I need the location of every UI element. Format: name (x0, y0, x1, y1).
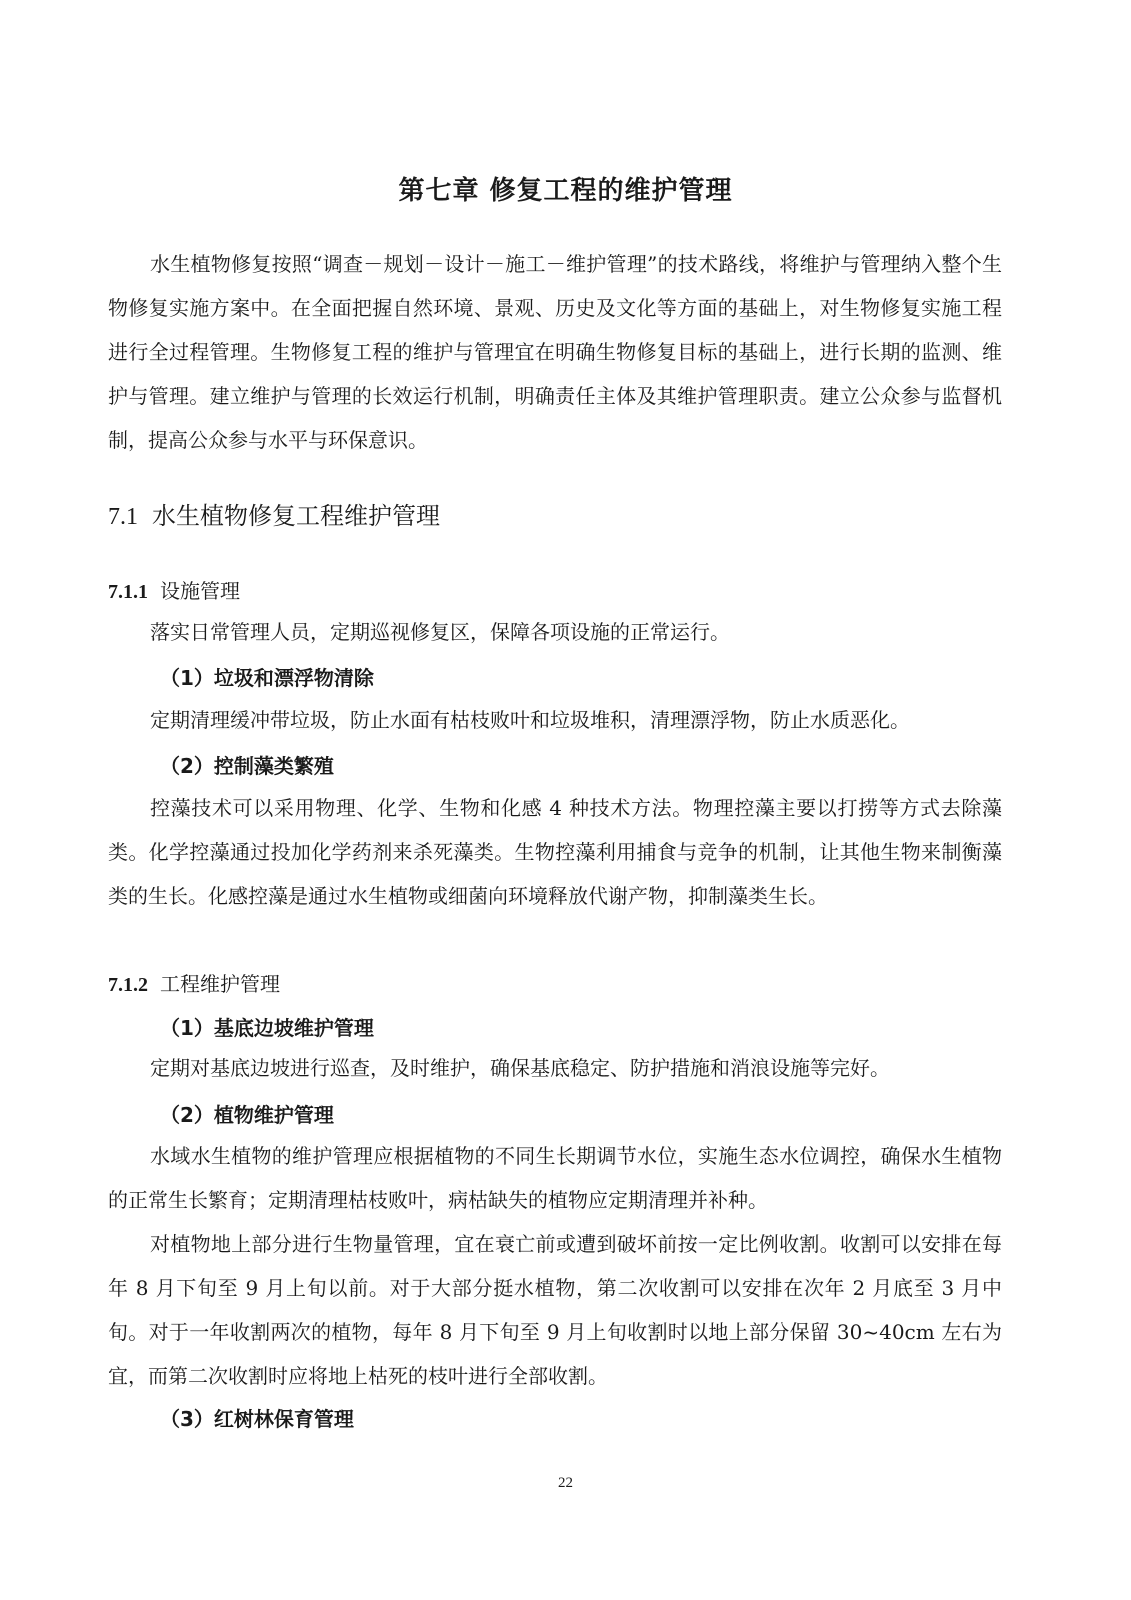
plant-paragraph-1: 水域水生植物的维护管理应根据植物的不同生长期调节水位，实施生态水位调控，确保水生植物的正常生长繁育；定期清理枯枝败叶，病枯缺失的植物应定期清理并补种。 (108, 1144, 1002, 1212)
section-heading-7-1 (108, 496, 440, 531)
subsection-title: 工程维护管理 (160, 972, 280, 996)
slope-paragraph: 定期对基底边坡进行巡查，及时维护，确保基底稳定、防护措施和消浪设施等完好。 (150, 1056, 890, 1080)
intro-paragraph: 水生植物修复按照“调查－规划－设计－施工－维护管理”的技术路线，将维护与管理纳入整个生物修复实施方案中。在全面把握自然环境、景观、历史及文化等方面的基础上，对生物修复实施工程进行全过程管理。生物修复工程的维护与管理宜在明确生物修复目标的基础上，进行长期的监测、维护与管理。建立维护与管理的长效运行机制，明确责任主体及其维护管理职责。建立公众参与监督机制，提高公众参与水平与环保意识。 (108, 252, 1002, 452)
section-number: 7.1 (108, 504, 138, 530)
page-number: 22 (558, 1475, 573, 1491)
plant-paragraph-2: 对植物地上部分进行生物量管理，宜在衰亡前或遭到破坏前按一定比例收割。收割可以安排在每年 8 月下旬至 9 月上旬以前。对于大部分挺水植物，第二次收割可以安排在次年 2 月底至 3 月中旬。对于一年收割两次的植物，每年 8 月下旬至 9 月上旬收割时以地上部分保留 30~40cm 左右为宜，而第二次收割时应将地上枯死的枝叶进行全部收割。 (108, 1232, 1002, 1388)
subsection-number: 7.1.1 (108, 581, 148, 603)
subsection-heading-7-1-1 (108, 575, 240, 604)
item-heading-mangrove: （3）红树林保育管理 (160, 1407, 354, 1431)
garbage-paragraph: 定期清理缓冲带垃圾，防止水面有枯枝败叶和垃圾堆积，清理漂浮物，防止水质恶化。 (150, 708, 910, 732)
item-heading-garbage: （1）垃圾和漂浮物清除 (160, 666, 374, 690)
item-heading-algae: （2）控制藻类繁殖 (160, 754, 334, 778)
subsection-title: 设施管理 (160, 579, 240, 603)
chapter-title: 第七章 修复工程的维护管理 (398, 176, 733, 206)
section-title: 水生植物修复工程维护管理 (152, 502, 440, 530)
item-heading-plant: （2）植物维护管理 (160, 1103, 334, 1127)
item-heading-slope: （1）基底边坡维护管理 (160, 1016, 374, 1040)
subsection-heading-7-1-2 (108, 968, 280, 997)
subsection-number: 7.1.2 (108, 974, 148, 996)
facility-management-paragraph: 落实日常管理人员，定期巡视修复区，保障各项设施的正常运行。 (150, 620, 730, 644)
algae-paragraph: 控藻技术可以采用物理、化学、生物和化感 4 种技术方法。物理控藻主要以打捞等方式去除藻类。化学控藻通过投加化学药剂来杀死藻类。生物控藻利用捕食与竞争的机制，让其他生物来制衡藻类的生长。化感控藻是通过水生植物或细菌向环境释放代谢产物，抑制藻类生长。 (108, 796, 1002, 908)
